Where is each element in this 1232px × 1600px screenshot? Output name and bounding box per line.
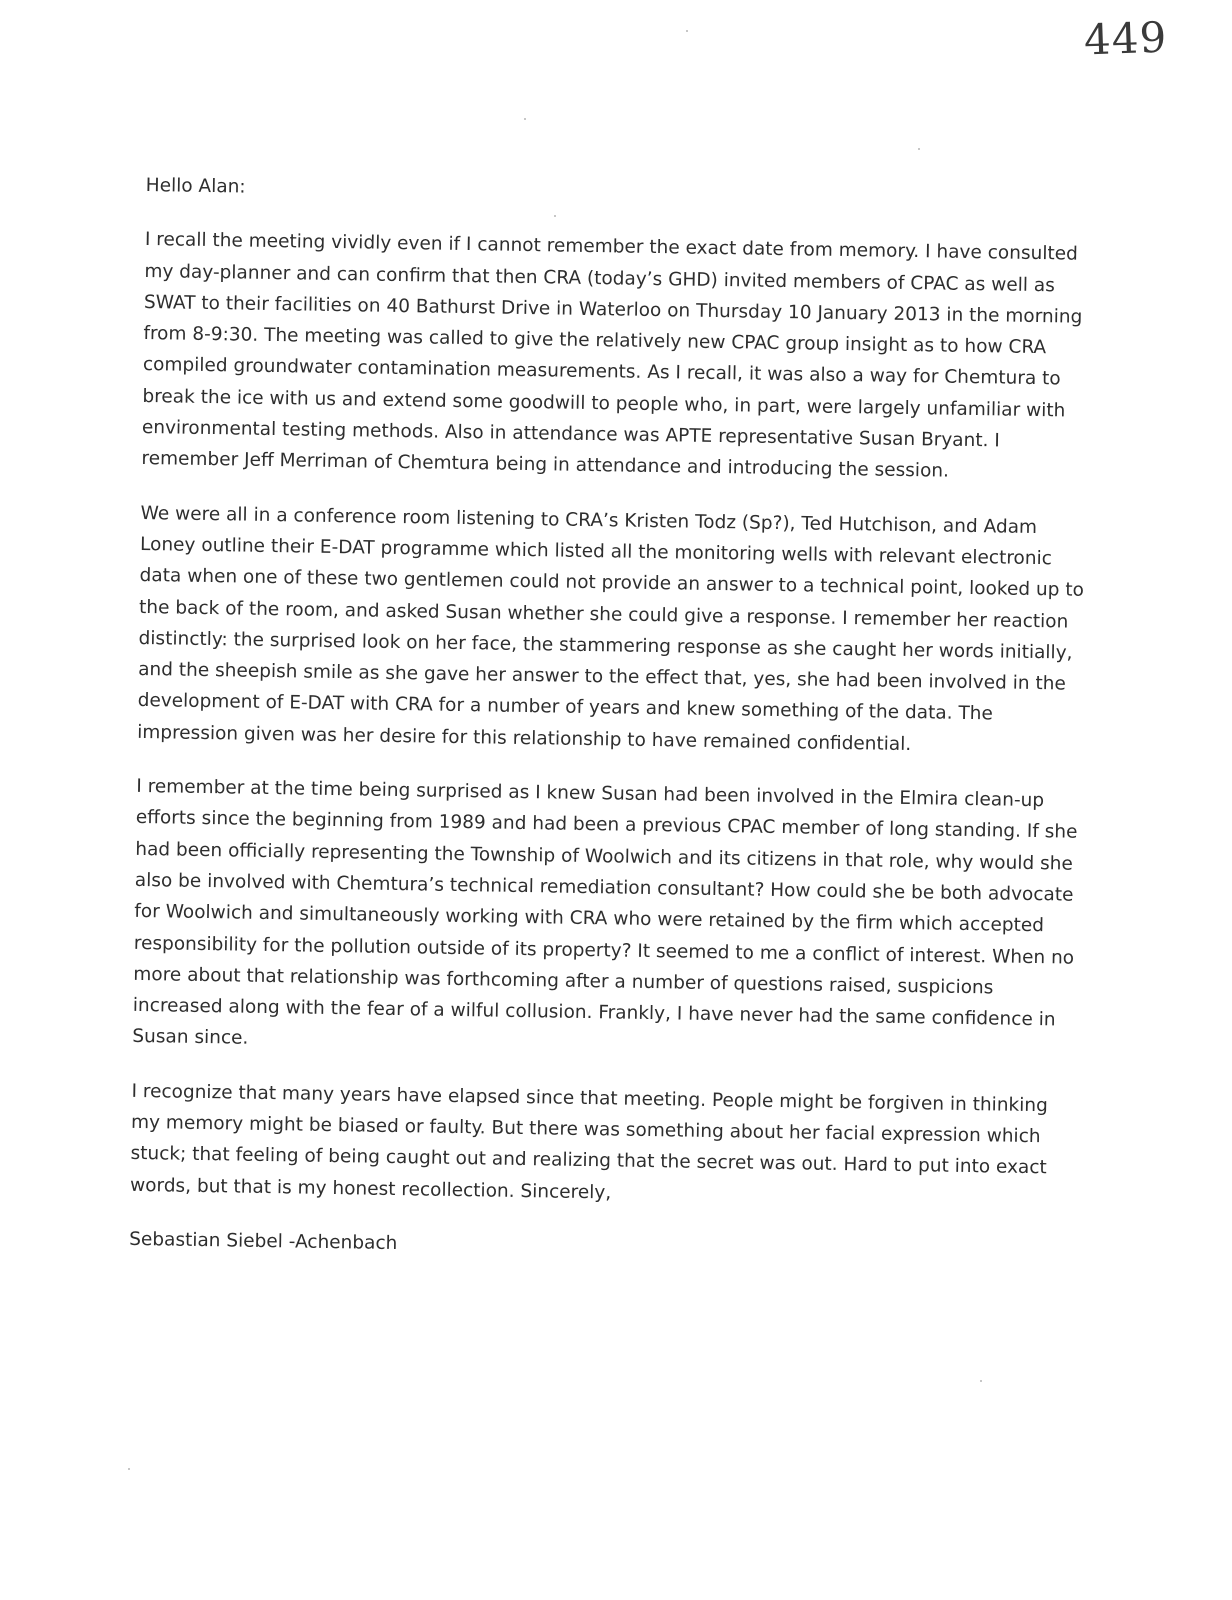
scan-speck xyxy=(980,1380,982,1382)
signature-name: Sebastian Siebel -Achenbach xyxy=(129,1228,398,1254)
scan-speck xyxy=(918,148,920,150)
paragraph-meeting-details: I recall the meeting vividly even if I cannot remember the exact date from memory. I have consulted my day-planner and can confirm that then CRA (today’s GHD) invited members of CPAC as well as SWAT to their facilities on 40 Bathurst Drive in Waterloo on Thursday 10 January 2013 in the morning from 8-9:30. The meeting was called to give the relatively new CPAC group insight as to how CRA compiled groundwater contamination measurements. As I recall, it was also a way for Chemtura to break the ice with us and extend some goodwill to people who, in part, were largely unfamiliar with environmental testing methods. Also in attendance was APTE representative Susan Bryant. I remember Jeff Merriman of Chemtura being in attendance and introducing the session. xyxy=(141,229,1083,483)
paragraph-conflict-of-interest: I remember at the time being surprised as I knew Susan had been involved in the Elmira clean-up efforts since the beginning from 1989 and had been a previous CPAC member of long standing. If she had been officially representing the Township of Woolwich and its citizens in that role, why would she also be involved with Chemtura’s technical remediation consultant? How could she be both advocate for Woolwich and simultaneously working with CRA who were retained by the firm which accepted responsibility for the pollution outside of its property? It seemed to me a conflict of interest. When no more about that relationship was forthcoming after a number of questions raised, suspicions increased along with the fear of a wilful collusion. Frankly, I have never had the same confidence in Susan since. xyxy=(132,775,1078,1050)
salutation: Hello Alan: xyxy=(145,174,246,198)
scan-speck xyxy=(128,1468,130,1470)
paragraph-recollection: I recognize that many years have elapsed since that meeting. People might be forgiven in thinking my memory might be biased or faulty. But there was something about her facial expression which stuck; that feeling of being caught out and realizing that the secret was out. Hard to put into exact words, but that is my honest recollection. Sincerely, xyxy=(129,1080,1049,1204)
scan-speck xyxy=(524,118,526,120)
letter-body xyxy=(129,170,1092,1270)
handwritten-page-number: 449 xyxy=(1083,12,1169,65)
paragraph-conference-room: We were all in a conference room listening to CRA’s Kristen Todz (Sp?), Ted Hutchison, and Adam Loney outline their E-DAT programme which listed all the monitoring wells with relevant electronic data when one of these two gentlemen could not provide an answer to a technical point, looked up to the back of the room, and asked Susan whether she could give a response. I remember her reaction distinctly: the surprised look on her face, the stammering response as she caught her words initially, and the sheepish smile as she gave her answer to the effect that, yes, she had been involved in the development of E-DAT with CRA for a number of years and knew something of the data. The impression given was her desire for this relationship to have remained confidential. xyxy=(137,502,1085,755)
scan-speck xyxy=(686,30,688,32)
scan-speck xyxy=(554,215,556,217)
